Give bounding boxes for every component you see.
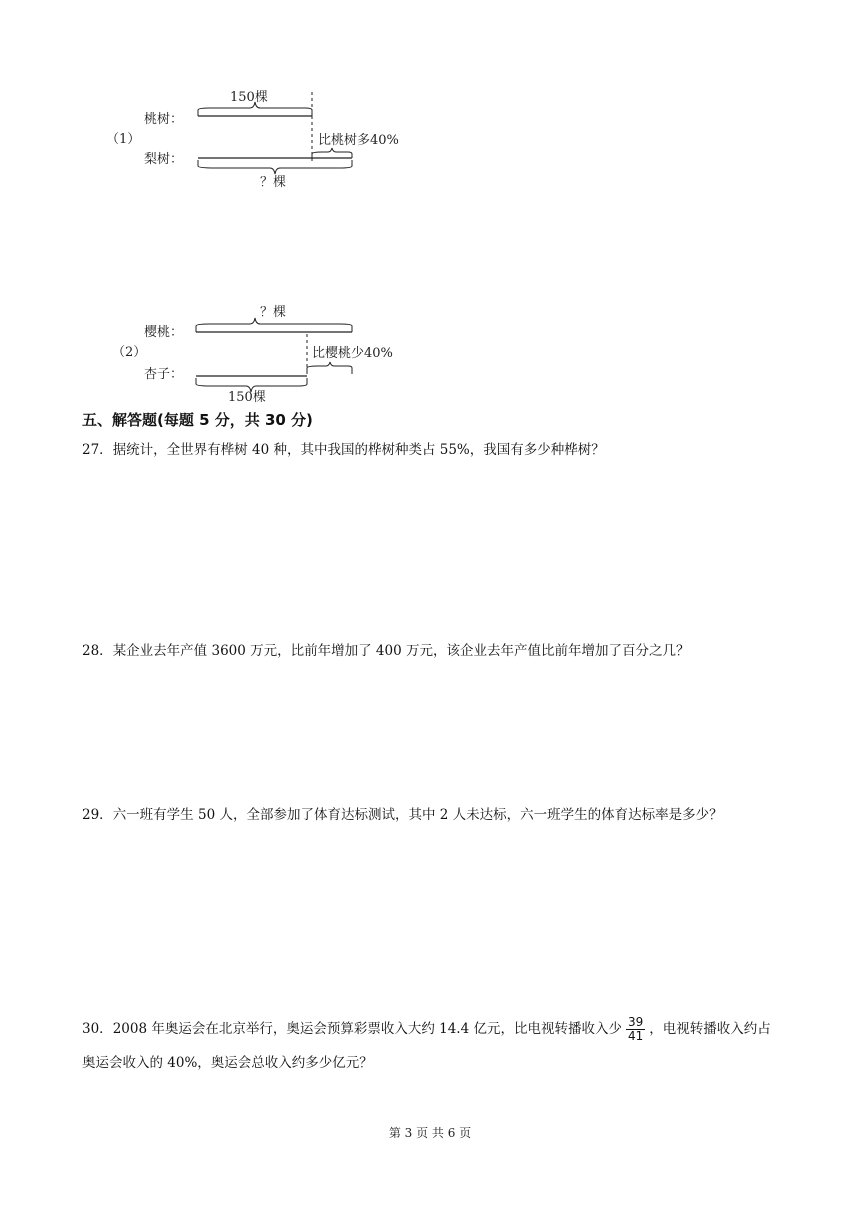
diagram-2-svg (100, 302, 430, 405)
question-number: 29． (82, 807, 113, 823)
question-text: 六一班有学生 50 人，全部参加了体育达标测试，其中 2 人未达标，六一班学生的体育达标率是多少？ (112, 807, 723, 823)
fraction (626, 1016, 645, 1043)
question-27 (82, 434, 782, 466)
question-30 (82, 1012, 782, 1080)
question-28 (82, 635, 782, 667)
diagram-1-row-top: 桃树： (144, 112, 184, 127)
diagram-2-label: （2） (112, 345, 147, 360)
diagram-1-label: （1） (106, 132, 141, 147)
diagram-2-bottom-brace-label: 150棵 (228, 390, 266, 405)
page-footer: 第 3 页 共 6 页 (388, 1126, 472, 1140)
question-number: 28． (82, 643, 113, 659)
fraction-numerator: 39 (627, 1015, 644, 1029)
diagram-2-top-brace-label: ？棵 (260, 305, 287, 320)
diagram-2-extra-brace (307, 362, 352, 374)
fraction-denominator: 41 (627, 1029, 644, 1043)
diagram-1-bottom-brace-label: ？棵 (260, 175, 287, 190)
section-title: 五、解答题(每题 5 分，共 30 分) (82, 411, 313, 429)
question-text-before: 2008 年奥运会在北京举行，奥运会预算彩票收入大约 14.4 亿元，比电视转播收入少 (112, 1021, 622, 1037)
diagram-2-top-brace (196, 318, 352, 332)
diagram-1-row-bottom: 梨树： (144, 152, 184, 167)
question-number: 30． (82, 1021, 113, 1037)
question-text: 某企业去年产值 3600 万元，比前年增加了 400 万元，该企业去年产值比前年增加了百分之几？ (112, 643, 690, 659)
diagram-1-top-brace-label: 150棵 (230, 90, 268, 105)
diagram-1-svg (100, 88, 430, 188)
diagram-1-bottom-brace (198, 160, 352, 174)
diagram-2-row-bottom: 杏子： (144, 367, 184, 382)
diagram-2-extra-brace-label: 比樱桃少40% (312, 346, 393, 361)
question-29 (82, 799, 782, 831)
question-text-after: ，电视转播收入约占奥运会收入的 40%，奥运会总收入约多少亿元？ (82, 1021, 771, 1071)
diagram-1-extra-brace-label: 比桃树多40% (318, 133, 399, 148)
line-diagram-cherry-apricot (100, 302, 430, 405)
question-text: 据统计，全世界有桦树 40 种，其中我国的桦树种类占 55%，我国有多少种桦树？ (112, 442, 605, 458)
line-diagram-peach-pear (100, 88, 430, 188)
question-number: 27． (82, 442, 113, 458)
diagram-1-extra-brace (312, 148, 352, 158)
diagram-2-row-top: 樱桃： (144, 325, 184, 340)
